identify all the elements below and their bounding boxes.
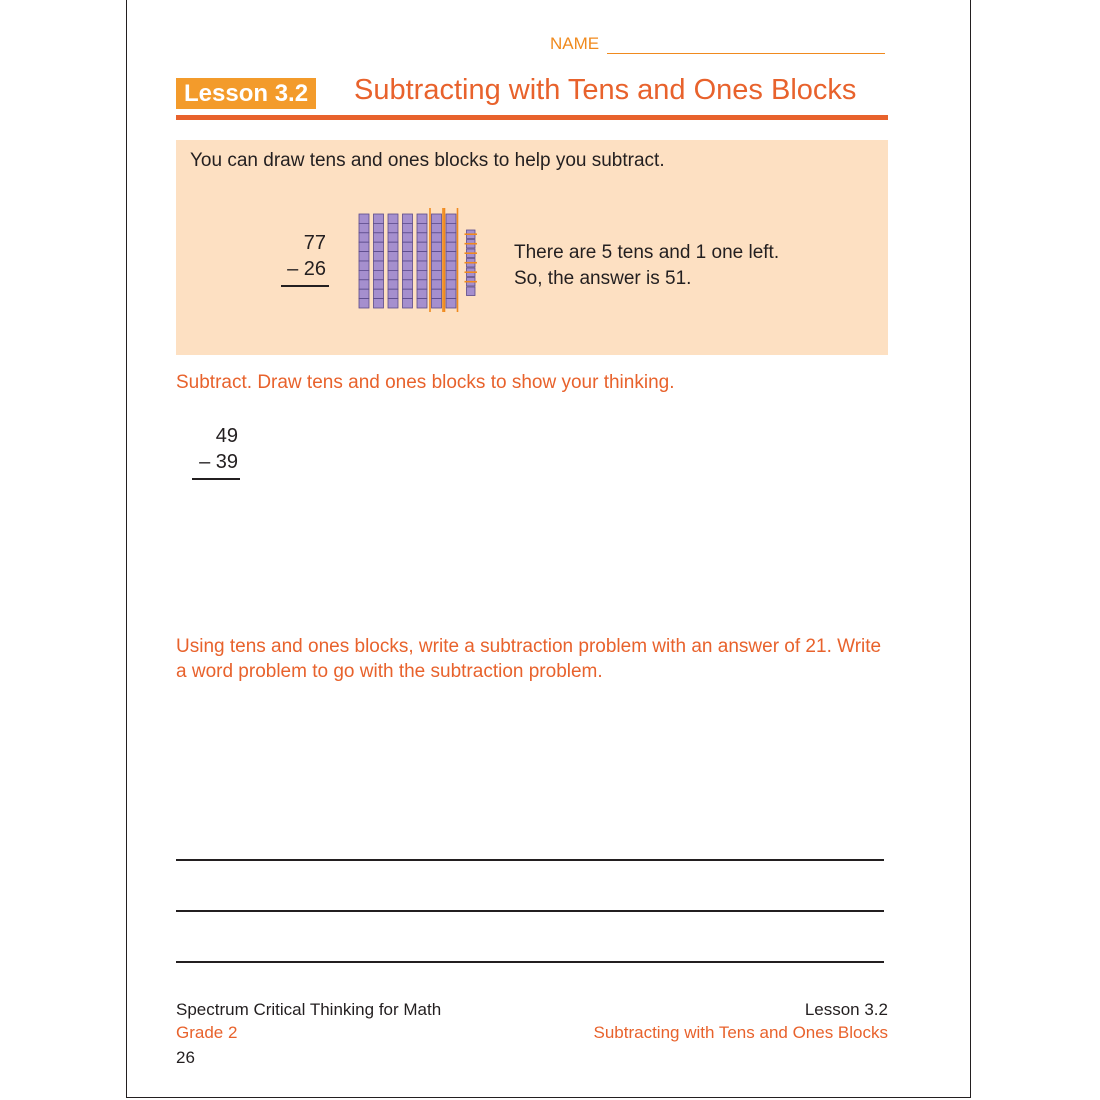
tens-rod <box>430 208 443 312</box>
tens-ones-blocks <box>356 208 482 312</box>
ones-cube <box>465 278 478 287</box>
problem2-instruction-line-2: a word problem to go with the subtraction problem. <box>176 661 603 682</box>
problem1-work-area[interactable] <box>176 495 888 610</box>
ones-cube <box>467 287 476 296</box>
ones-cubes <box>465 230 478 296</box>
footer-page-number: 26 <box>176 1048 195 1067</box>
name-line[interactable] <box>607 37 885 54</box>
tens-rod <box>417 214 427 308</box>
tens-rod <box>388 214 398 308</box>
answer-line[interactable] <box>176 961 884 963</box>
lesson-badge: Lesson 3.2 <box>176 78 316 109</box>
title-rule <box>176 115 888 120</box>
ones-cube <box>465 259 478 268</box>
footer-book-title: Spectrum Critical Thinking for Math <box>176 1000 442 1019</box>
problem1-top-number: 49 <box>215 425 238 447</box>
ones-cube <box>465 230 478 239</box>
tens-rods <box>359 208 458 312</box>
name-label: NAME <box>550 34 600 53</box>
problem1-sum-rule <box>192 478 240 480</box>
explanation-line-1: There are 5 tens and 1 one left. <box>514 242 780 263</box>
problem2-instruction-line-1: Using tens and ones blocks, write a subtraction problem with an answer of 21. Write <box>176 636 882 657</box>
example-sum-rule <box>281 285 329 287</box>
example-top-number: 77 <box>303 232 326 254</box>
answer-line[interactable] <box>176 910 884 912</box>
tens-rod <box>359 214 369 308</box>
problem1-bottom-number: – 39 <box>199 451 238 473</box>
footer-grade: Grade 2 <box>176 1023 238 1042</box>
example-bottom-number: – 26 <box>287 258 326 280</box>
tens-rod <box>374 214 384 308</box>
tens-rod <box>445 208 458 312</box>
footer-lesson: Lesson 3.2 <box>804 1000 888 1019</box>
answer-line[interactable] <box>176 859 884 861</box>
problem1-instruction: Subtract. Draw tens and ones blocks to show your thinking. <box>176 372 675 393</box>
ones-cube <box>465 268 478 277</box>
ones-cube <box>465 249 478 258</box>
example-explanation <box>514 240 779 292</box>
explanation-line-2: So, the answer is 51. <box>514 268 692 289</box>
footer-lesson-title: Subtracting with Tens and Ones Blocks <box>593 1023 888 1042</box>
ones-cube <box>465 240 478 249</box>
lesson-title: Subtracting with Tens and Ones Blocks <box>354 74 857 106</box>
problem2-work-area[interactable] <box>176 695 888 835</box>
example-intro: You can draw tens and ones blocks to help you subtract. <box>190 150 665 171</box>
tens-rod <box>403 214 413 308</box>
name-field[interactable] <box>550 34 885 54</box>
